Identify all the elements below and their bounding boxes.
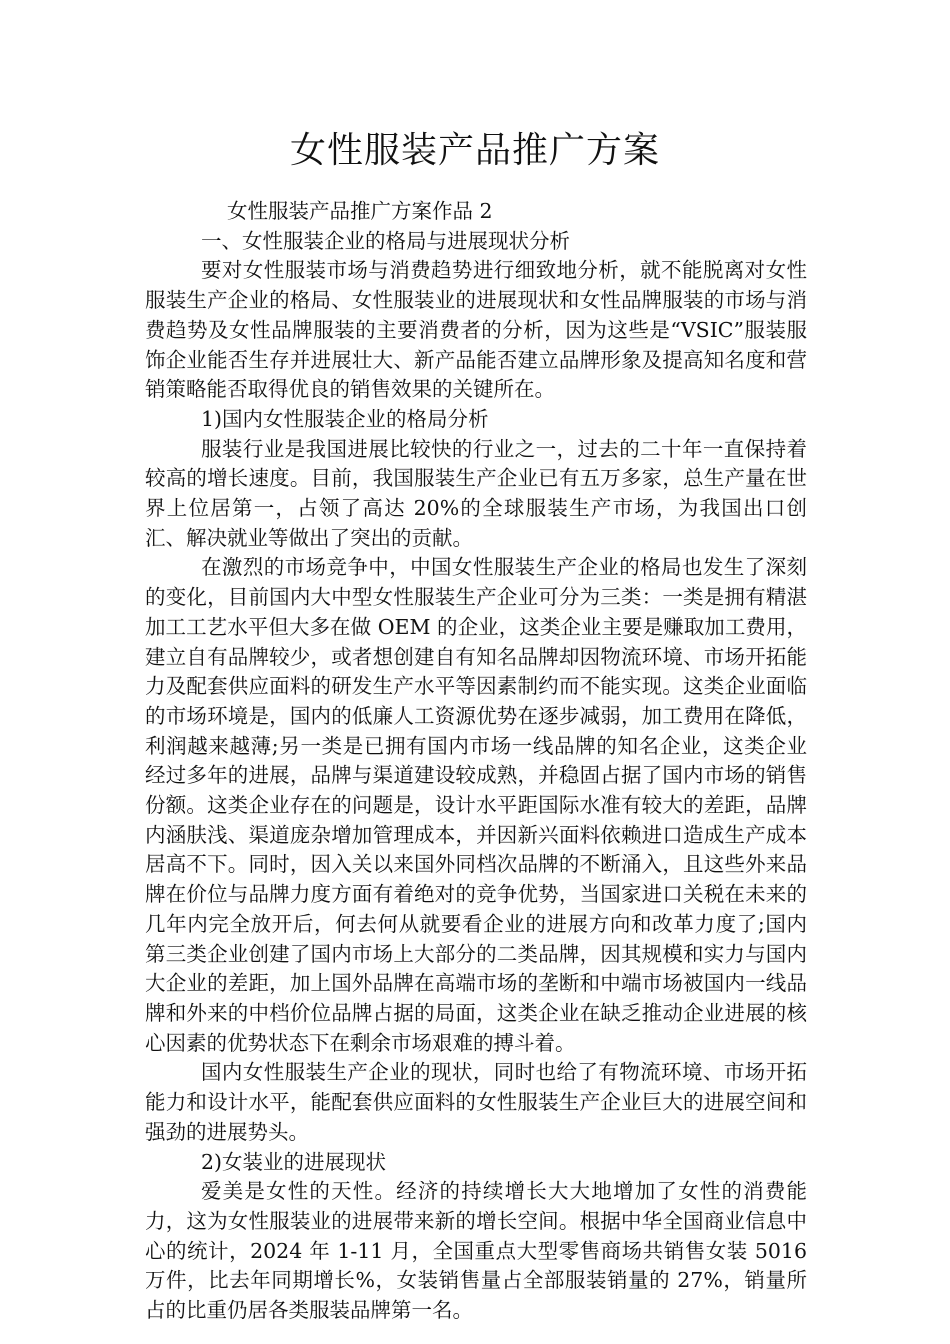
paragraph-3: 在激烈的市场竞争中，中国女性服装生产企业的格局也发生了深刻的变化，目前国内大中型女性服装生产企业可分为三类：一类是拥有精湛加工工艺水平但大多在做 OEM 的企业，这类企业主要是赚取加工费用，建立自有品牌较少，或者想创建自有知名品牌却因物流环境、市场开拓能力及配套供应面料的研发生产水平等因素制约而不能实现。这类企业面临的市场环境是，国内的低廉人工资源优势在逐步减弱，加工费用在降低，利润越来越薄;另一类是已拥有国内市场一线品牌的知名企业，这类企业经过多年的进展，品牌与渠道建设较成熟，并稳固占据了国内市场的销售份额。这类企业存在的问题是，设计水平距国际水准有较大的差距，品牌内涵肤浅、渠道庞杂增加管理成本，并因新兴面料依赖进口造成生产成本居高不下。同时，因入关以来国外同档次品牌的不断涌入，且这些外来品牌在价位与品牌力度方面有着绝对的竞争优势，当国家进口关税在未来的几年内完全放开后，何去何从就要看企业的进展方向和改革力度了;国内第三类企业创建了国内市场上大部分的二类品牌，因其规模和实力与国内大企业的差距，加上国外品牌在高端市场的垄断和中端市场被国内一线品牌和外来的中档价位品牌占据的局面，这类企业在缺乏推动企业进展的核心因素的优势状态下在剩余市场艰难的搏斗着。 bbox=[145, 555, 807, 1055]
paragraph-1: 要对女性服装市场与消费趋势进行细致地分析，就不能脱离对女性服装生产企业的格局、女性服装业的进展现状和女性品牌服装的市场与消费趋势及女性品牌服装的主要消费者的分析，因为这些是“VSIC”服装服饰企业能否生存并进展壮大、新产品能否建立品牌形象及提高知名度和营销策略能否取得优良的销售效果的关键所在。 bbox=[145, 258, 807, 402]
section-heading-2: 1)国内女性服装企业的格局分析 bbox=[201, 406, 489, 431]
paragraph-2: 服装行业是我国进展比较快的行业之一，过去的二十年一直保持着较高的增长速度。目前，我国服装生产企业已有五万多家，总生产量在世界上位居第一，占领了高达 20%的全球服装生产市场，为我国出口创汇、解决就业等做出了突出的贡献。 bbox=[145, 436, 807, 550]
document-title: 女性服装产品推广方案 bbox=[289, 130, 660, 171]
section-heading-1: 一、女性服装企业的格局与进展现状分析 bbox=[201, 228, 570, 253]
document-body bbox=[145, 197, 807, 1326]
document-subtitle: 女性服装产品推广方案作品 2 bbox=[227, 199, 493, 223]
section-heading-3: 2)女装业的进展现状 bbox=[201, 1149, 387, 1174]
paragraph-5: 爱美是女性的天性。经济的持续增长大大地增加了女性的消费能力，这为女性服装业的进展带来新的增长空间。根据中华全国商业信息中心的统计，2024 年 1-11 月，全国重点大型零售商场共销售女装 5016 万件，比去年同期增长%，女装销售量占全部服装销量的 27%，销量所占的比重仍居各类服装品牌第一名。 bbox=[145, 1179, 807, 1323]
paragraph-4: 国内女性服装生产企业的现状，同时也给了有物流环境、市场开拓能力和设计水平，能配套供应面料的女性服装生产企业巨大的进展空间和强劲的进展势头。 bbox=[145, 1060, 807, 1144]
